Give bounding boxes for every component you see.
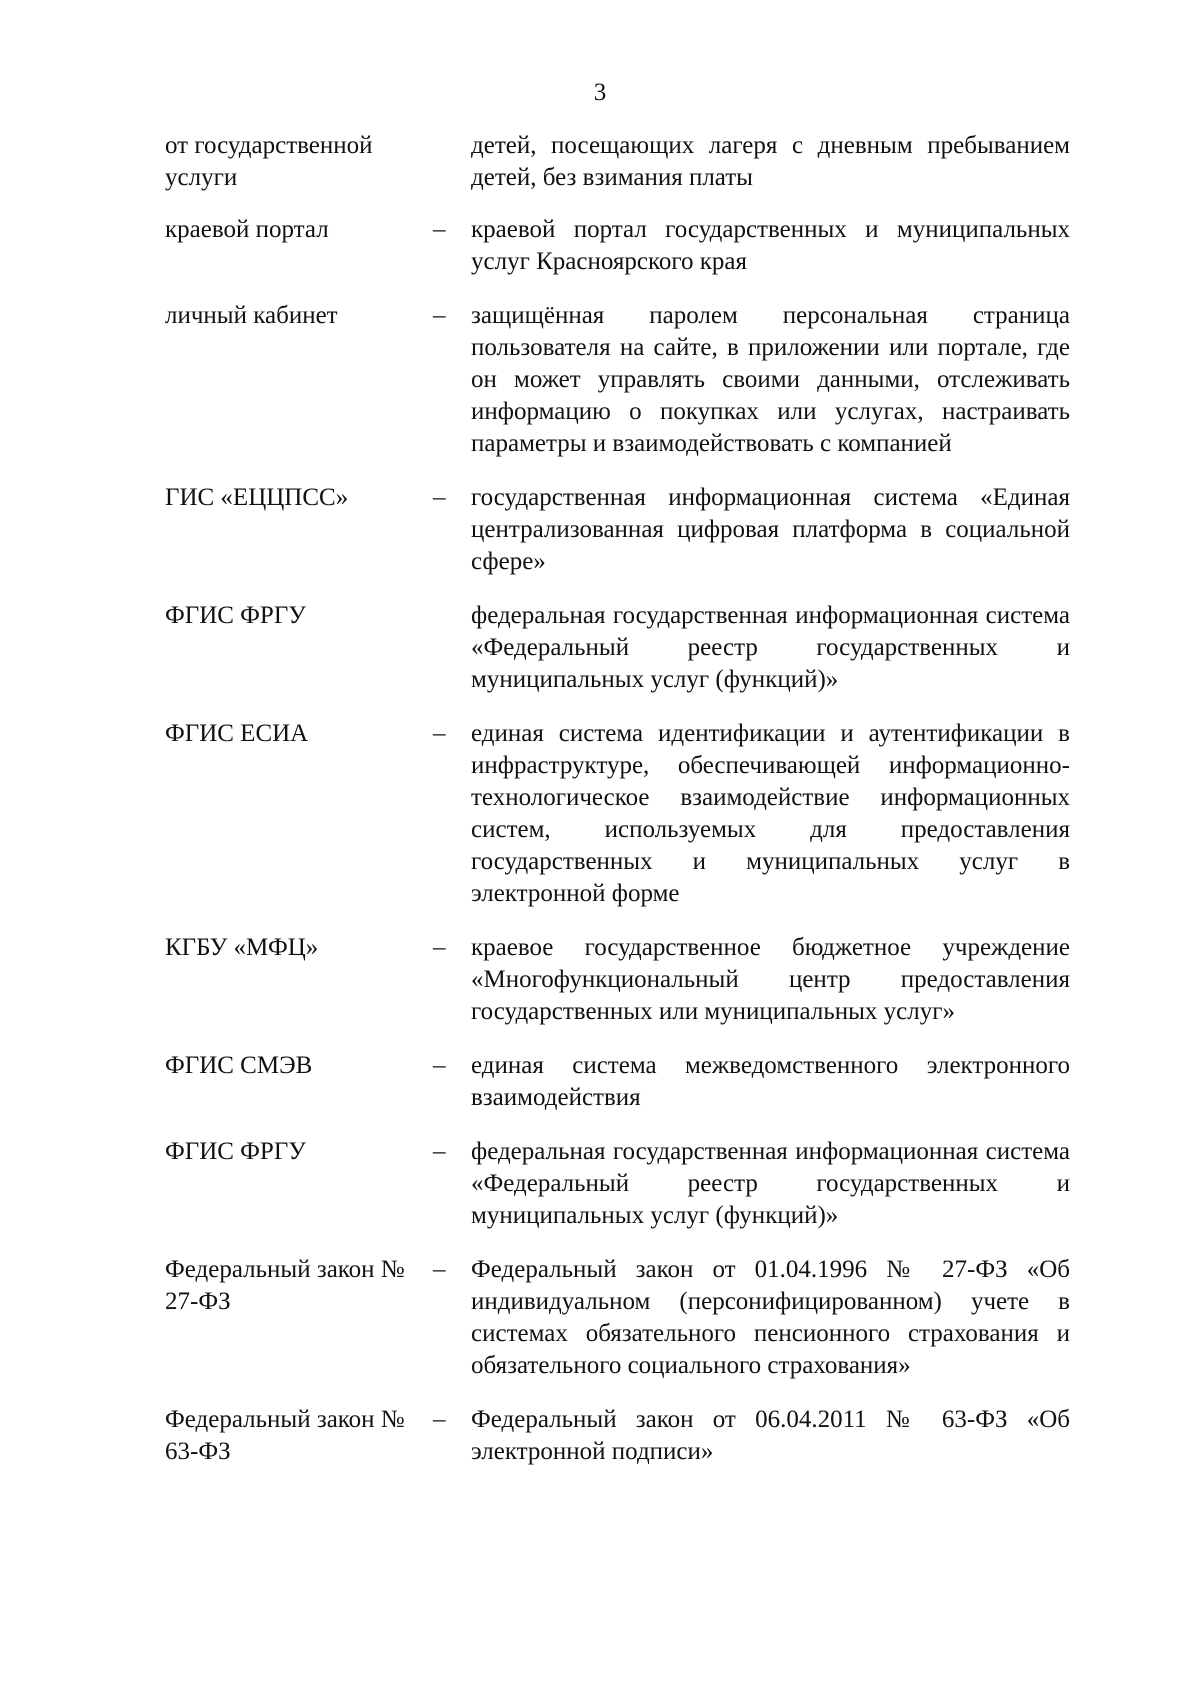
definition-dash: –: [433, 720, 446, 747]
definition-dash: –: [433, 302, 446, 329]
page-number: 3: [593, 79, 607, 106]
definition-term: КГБУ «МФЦ»: [165, 934, 319, 961]
definition-text: единая система межведомственного электронного взаимодействия: [471, 1052, 1070, 1111]
definitions-list: [165, 130, 1070, 1468]
definition-entry: [165, 1136, 1070, 1232]
definition-text: краевое государственное бюджетное учреждение «Многофункциональный центр предоставления государственных или муниципальных услуг»: [471, 934, 1070, 1025]
definition-dash: –: [433, 1052, 446, 1079]
definition-term: от государственной услуги: [165, 132, 373, 191]
definition-entry: [165, 718, 1070, 910]
definition-dash: –: [433, 1138, 446, 1165]
definition-entry: [165, 300, 1070, 460]
definition-entry: [165, 1254, 1070, 1382]
definition-entry: [165, 600, 1070, 696]
definition-term: ГИС «ЕЦЦПСС»: [165, 484, 349, 511]
definition-dash: –: [433, 934, 446, 961]
definition-entry: [165, 130, 1070, 194]
definition-entry: [165, 1404, 1070, 1468]
definition-term: краевой портал: [165, 216, 329, 243]
definition-entry: [165, 482, 1070, 578]
definition-dash: –: [433, 1256, 446, 1283]
definition-text: краевой портал государственных и муниципальных услуг Красноярского края: [471, 216, 1070, 275]
definition-entry: [165, 932, 1070, 1028]
definition-term: Федеральный закон № 27-ФЗ: [165, 1256, 405, 1315]
definition-term: ФГИС ФРГУ: [165, 602, 306, 629]
definition-term: ФГИС СМЭВ: [165, 1052, 313, 1079]
definition-text: Федеральный закон от 06.04.2011 № 63-ФЗ «Об электронной подписи»: [471, 1406, 1070, 1465]
definition-term: личный кабинет: [165, 302, 338, 329]
definition-entry: [165, 1050, 1070, 1114]
definition-text: единая система идентификации и аутентификации в инфраструктуре, обеспечивающей информационно-технологическое взаимодействие информационных систем, используемых для предоставления государственных и муниципальных услуг в электронной форме: [471, 720, 1070, 907]
definition-term: ФГИС ФРГУ: [165, 1138, 306, 1165]
definition-dash: –: [433, 216, 446, 243]
definition-text: Федеральный закон от 01.04.1996 № 27-ФЗ «Об индивидуальном (персонифицированном) учете в системах обязательного пенсионного страхования и обязательного социального страхования»: [471, 1256, 1070, 1379]
definition-text: детей, посещающих лагеря с дневным пребыванием детей, без взимания платы: [471, 132, 1070, 191]
definition-entry: [165, 214, 1070, 278]
definition-dash: –: [433, 484, 446, 511]
definition-text: федеральная государственная информационная система «Федеральный реестр государственных и муниципальных услуг (функций)»: [471, 1138, 1070, 1229]
definition-term: Федеральный закон № 63-ФЗ: [165, 1406, 405, 1465]
definition-text: защищённая паролем персональная страница пользователя на сайте, в приложении или портале, где он может управлять своими данными, отслеживать информацию о покупках или услугах, настраивать параметры и взаимодействовать с компанией: [471, 302, 1070, 457]
definition-dash: –: [433, 1406, 446, 1433]
definition-term: ФГИС ЕСИА: [165, 720, 309, 747]
definition-text: федеральная государственная информационная система «Федеральный реестр государственных и муниципальных услуг (функций)»: [471, 602, 1070, 693]
definition-text: государственная информационная система «Единая централизованная цифровая платформа в социальной сфере»: [471, 484, 1070, 575]
